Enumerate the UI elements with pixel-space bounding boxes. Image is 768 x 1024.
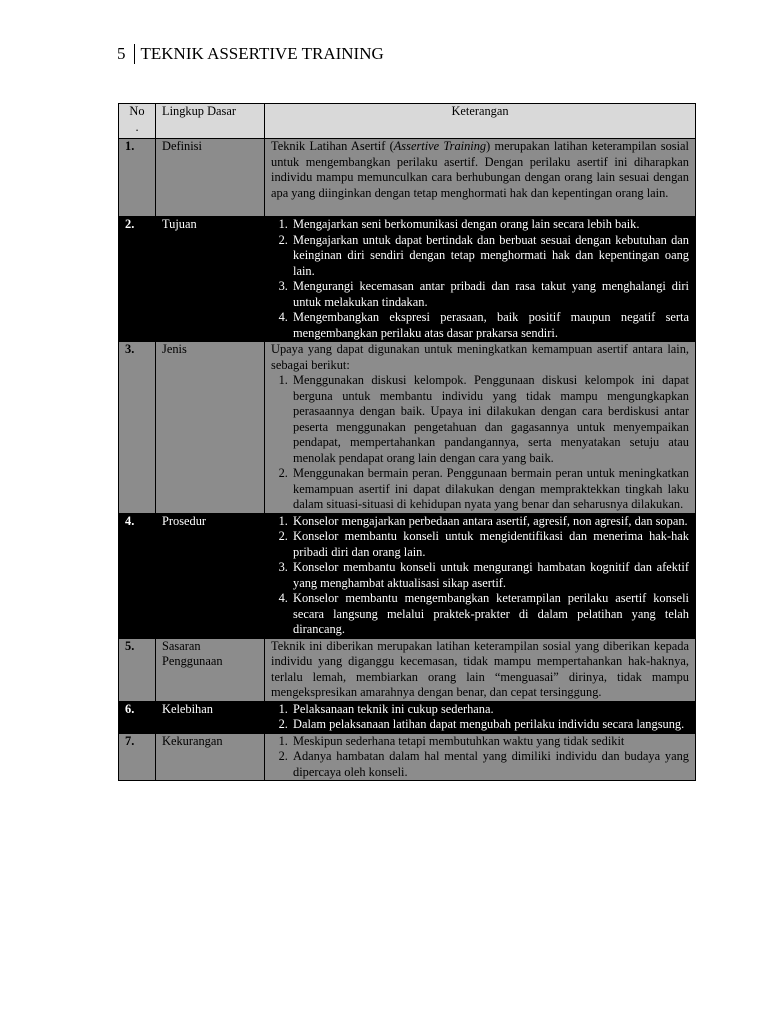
advantages-list xyxy=(271,702,689,733)
list-item: 1. Pelaksanaan teknik ini cukup sederhana. xyxy=(291,702,689,718)
list-item: 2. Menggunakan bermain peran. Penggunaan bermain peran untuk meningkatkan kemampuan asertif ini dapat dilakukan dengan mempraktekkan tingkah laku dalam situasi-situasi di kehidupan nyata yang benar dan seharusnya dilakukan. xyxy=(291,466,689,513)
row-label: Kelebihan xyxy=(156,701,265,733)
list-item: 2. Konselor membantu konseli untuk mengidentifikasi dan menerima hak-hak pribadi diri dan orang lain. xyxy=(291,529,689,560)
row-label: Jenis xyxy=(156,342,265,514)
types-intro: Upaya yang dapat digunakan untuk meningkatkan kemampuan asertif antara lain, sebagai berikut: xyxy=(271,342,689,372)
page-header xyxy=(117,44,384,64)
row-number: 2. xyxy=(119,217,156,342)
table-row-jenis xyxy=(119,342,696,514)
definition-italic-term: Assertive Training xyxy=(393,139,487,153)
list-item: 1. Konselor mengajarkan perbedaan antara asertif, agresif, non agresif, dan sopan. xyxy=(291,514,689,530)
list-item: 3. Konselor membantu konseli untuk mengurangi hambatan kognitif dan afektif yang menghambat aktualisasi sikap asertif. xyxy=(291,560,689,591)
header-keterangan: Keterangan xyxy=(265,104,696,139)
types-list xyxy=(271,373,689,513)
row-number: 5. xyxy=(119,638,156,701)
table-row-kelebihan xyxy=(119,701,696,733)
row-description xyxy=(265,701,696,733)
row-number: 3. xyxy=(119,342,156,514)
disadvantages-list xyxy=(271,734,689,781)
list-item: 1. Mengajarkan seni berkomunikasi dengan orang lain secara lebih baik. xyxy=(291,217,689,233)
list-item: 2. Adanya hambatan dalam hal mental yang dimiliki individu dan budaya yang dipercaya oleh konseli. xyxy=(291,749,689,780)
row-description xyxy=(265,217,696,342)
header-divider xyxy=(134,44,135,64)
table-row-sasaran xyxy=(119,638,696,701)
list-item: 4. Mengembangkan ekspresi perasaan, baik positif maupun negatif serta mengembangkan perilaku atas dasar prakarsa sendiri. xyxy=(291,310,689,341)
table-row-definisi xyxy=(119,139,696,217)
list-item: 2. Mengajarkan untuk dapat bertindak dan berbuat sesuai dengan kebutuhan dan keinginan diri sendiri dengan tetap menghormati hak dan kepentingan oang lain. xyxy=(291,233,689,280)
row-description: Teknik ini diberikan merupakan latihan keterampilan sosial yang diberikan kepada individu yang diganggu kecemasan, tidak mampu mempertahankan hak-haknya, terlalu lemah, membiarkan orang lain “menguasai” dirinya, tidak mampu mengekspresikan amarahnya dengan benar, dan cepat tersinggung. xyxy=(265,638,696,701)
list-item: 1. Meskipun sederhana tetapi membutuhkan waktu yang tidak sedikit xyxy=(291,734,689,750)
list-item: 4. Konselor membantu mengembangkan keterampilan perilaku asertif konseli secara langsung melalui praktek-prakter di dalam pelatihan yang telah dirancang. xyxy=(291,591,689,638)
row-label: Tujuan xyxy=(156,217,265,342)
list-item: 1. Menggunakan diskusi kelompok. Penggunaan diskusi kelompok ini dapat berguna untuk membantu individu yang tidak mampu mengungkapkan perasaannya dengan baik. Upaya ini dilakukan dengan cara berdiskusi antar peserta menggunakan pengetahuan dan gagasannya untuk menyempaikan pendapat, mempertahankan pandangannya, serta menyatakan setuju atau menolak pendapat orang lain dengan cara yang baik. xyxy=(291,373,689,466)
definition-text-end: ) merupakan latihan keterampilan sosial untuk mengembangkan perilaku asertif. Dengan perilaku asertif ini diharapkan individu mampu memunculkan cara berhubungan dengan orang lain sesuai dengan apa yang diinginkan dengan tetap menghormati hak dan kepentingan orang lain. xyxy=(271,139,689,200)
row-label: Kekurangan xyxy=(156,733,265,781)
definition-text-start: Teknik Latihan Asertif ( xyxy=(271,139,394,153)
row-number: 7. xyxy=(119,733,156,781)
table-row-kekurangan xyxy=(119,733,696,781)
table-row-tujuan xyxy=(119,217,696,342)
table-header-row xyxy=(119,104,696,139)
header-lingkup-dasar: Lingkup Dasar xyxy=(156,104,265,139)
assertive-training-table xyxy=(118,103,696,781)
row-description xyxy=(265,733,696,781)
list-item: 3. Mengurangi kecemasan antar pribadi dan rasa takut yang menghalangi diri untuk melakukan tindakan. xyxy=(291,279,689,310)
header-no: No . xyxy=(119,104,156,139)
table-row-prosedur xyxy=(119,513,696,638)
row-number: 6. xyxy=(119,701,156,733)
row-description xyxy=(265,139,696,217)
page-title: TEKNIK ASSERTIVE TRAINING xyxy=(140,44,384,63)
row-label: Definisi xyxy=(156,139,265,217)
row-description xyxy=(265,342,696,514)
row-description xyxy=(265,513,696,638)
goal-list xyxy=(271,217,689,341)
row-label: Prosedur xyxy=(156,513,265,638)
list-item: 2. Dalam pelaksanaan latihan dapat mengubah perilaku individu secara langsung. xyxy=(291,717,689,733)
procedure-list xyxy=(271,514,689,638)
page-number: 5 xyxy=(117,44,126,63)
row-label: Sasaran Penggunaan xyxy=(156,638,265,701)
row-number: 4. xyxy=(119,513,156,638)
row-number: 1. xyxy=(119,139,156,217)
